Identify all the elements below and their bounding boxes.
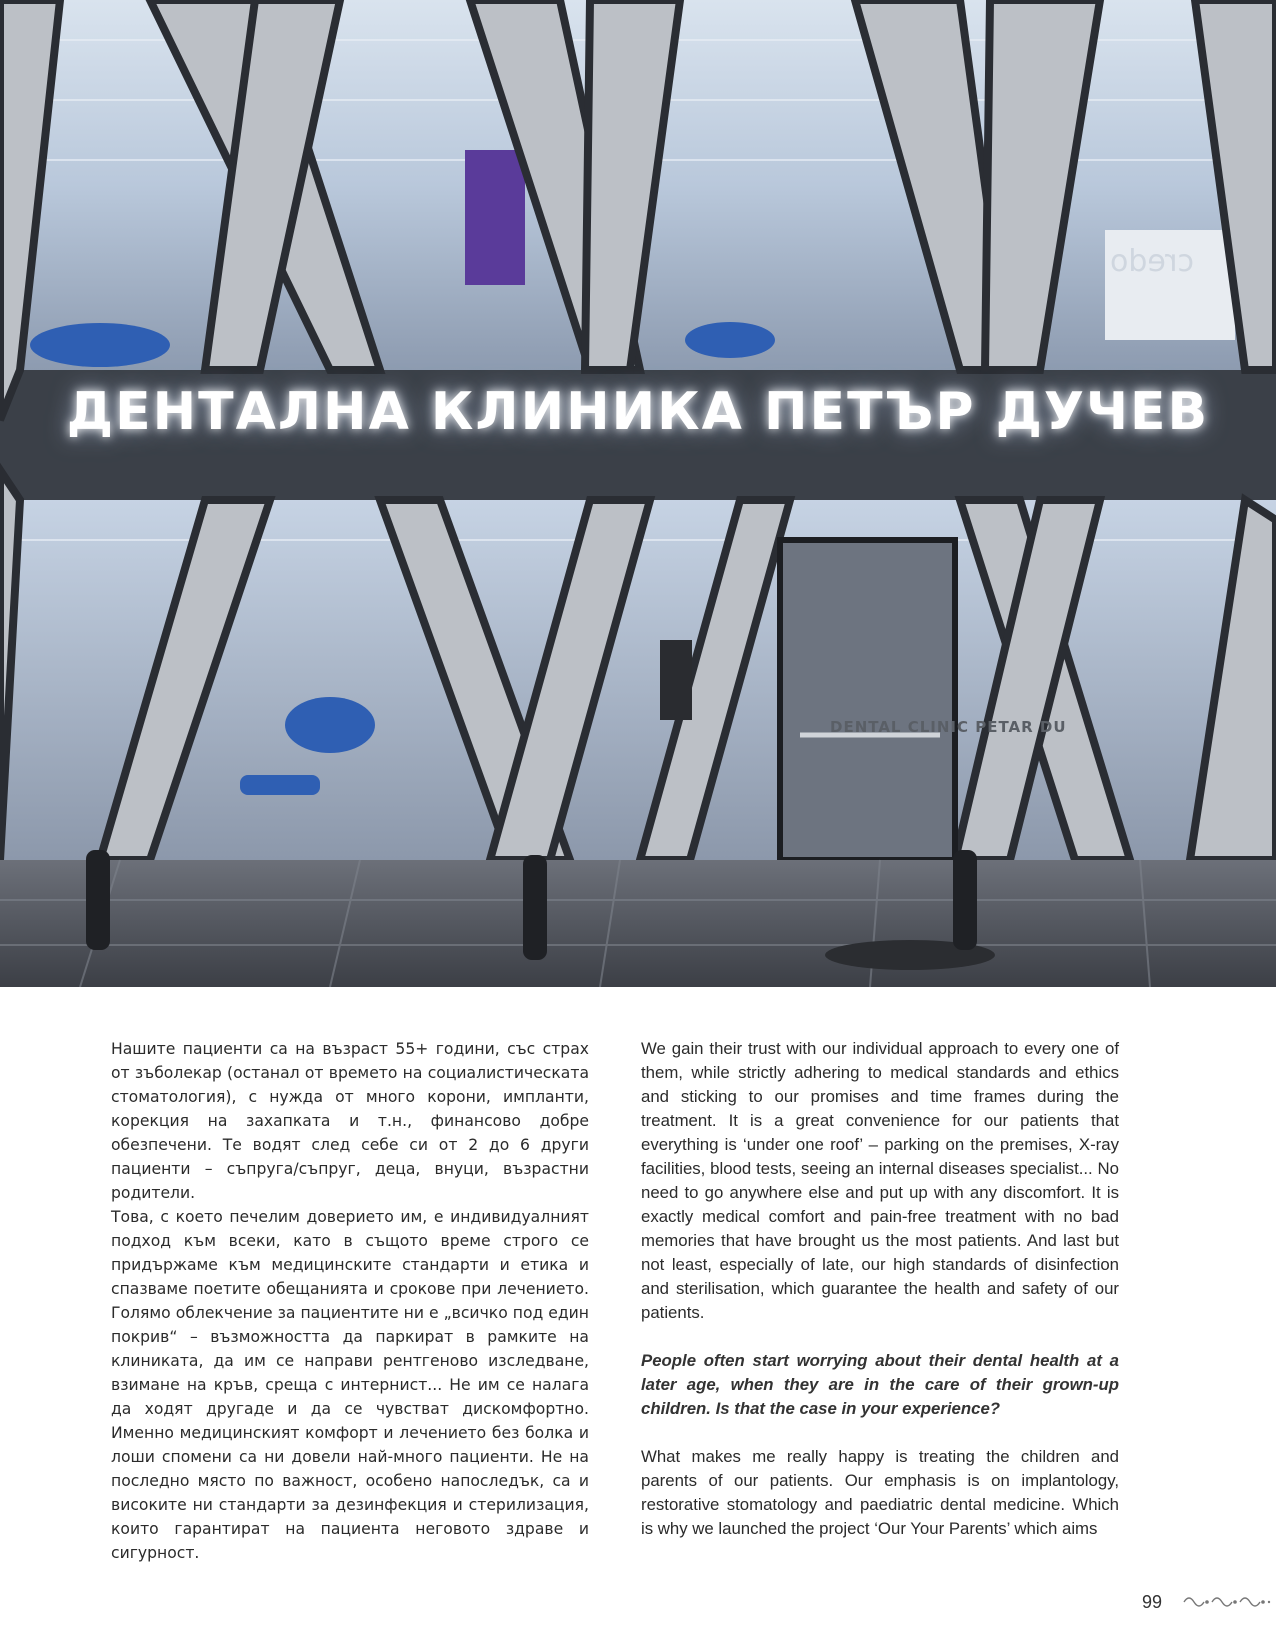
page-number: 99 (1142, 1592, 1163, 1612)
credo-logo-text: credo (1110, 244, 1195, 279)
right-column (641, 1037, 1119, 1541)
clinic-sign: ДЕНТАЛНА КЛИНИКА ПЕТЪР ДУЧЕВ (66, 382, 1210, 442)
left-paragraph-1: Нашите пациенти са на възраст 55+ години, със страх от зъболекар (останал от времето на социалистическата стоматология), с нужда от много корони, импланти, корекция на захапката и т.н., финансово добре обезпечени. Те водят след себе си от 2 до 6 други пациенти – съпруга/съпруг, деца, внуци, възрастни родители. (111, 1040, 589, 1202)
left-paragraph-2: Това, с което печелим доверието им, е индивидуалният подход към всеки, като в същото време строго се придържаме към медицинските стандарти и етика и спазваме поетите обещанията и срокове при лечението. Голямо облекчение за пациентите ни е „всичко под един покрив“ – възможността да паркират в рамките на клиниката, да им се направи рентгеново изследване, взимане на кръв, среща с интернист... Не им се налага да ходят другаде и да се чувстват дискомфортно. Именно медицинският комфорт и лечението без болка и лоши спомени са ни довели най-много пациенти. Не на последно място по важност, особено напоследък, са и високите ни стандарти за дезинфекция и стерилизация, които гарантират на пациента неговото здраве и сигурност. (111, 1208, 589, 1562)
decorative-ornament-icon (1182, 1591, 1272, 1613)
left-column (111, 1037, 589, 1565)
door-sign: DENTAL CLINIC PETAR DU (830, 718, 1067, 736)
interview-question: People often start worrying about their dental health at a later age, when they are in the care of their grown-up children. Is that the case in your experience? (641, 1351, 1119, 1418)
right-paragraph-1: We gain their trust with our individual approach to every one of them, while strictly adhering to medical standards and ethics and sticking to our promises and time frames during the treatment. It is a great convenience for our patients that everything is ‘under one roof’ – parking on the premises, X-ray facilities, blood tests, seeing an internal diseases specialist... No need to go anywhere else and put up with any discomfort. It is exactly medical comfort and pain-free treatment with no bad memories that have brought us the most patients. And last but not least, especially of late, our high standards of disinfection and sterilisation, which guarantee the health and safety of our patients. (641, 1039, 1119, 1322)
interview-answer: What makes me really happy is treating the children and parents of our patients. Our emphasis is on implantology, restorative stomatology and paediatric dental medicine. Which is why we launched the project ‘Our Your Parents’ which aims (641, 1447, 1119, 1538)
